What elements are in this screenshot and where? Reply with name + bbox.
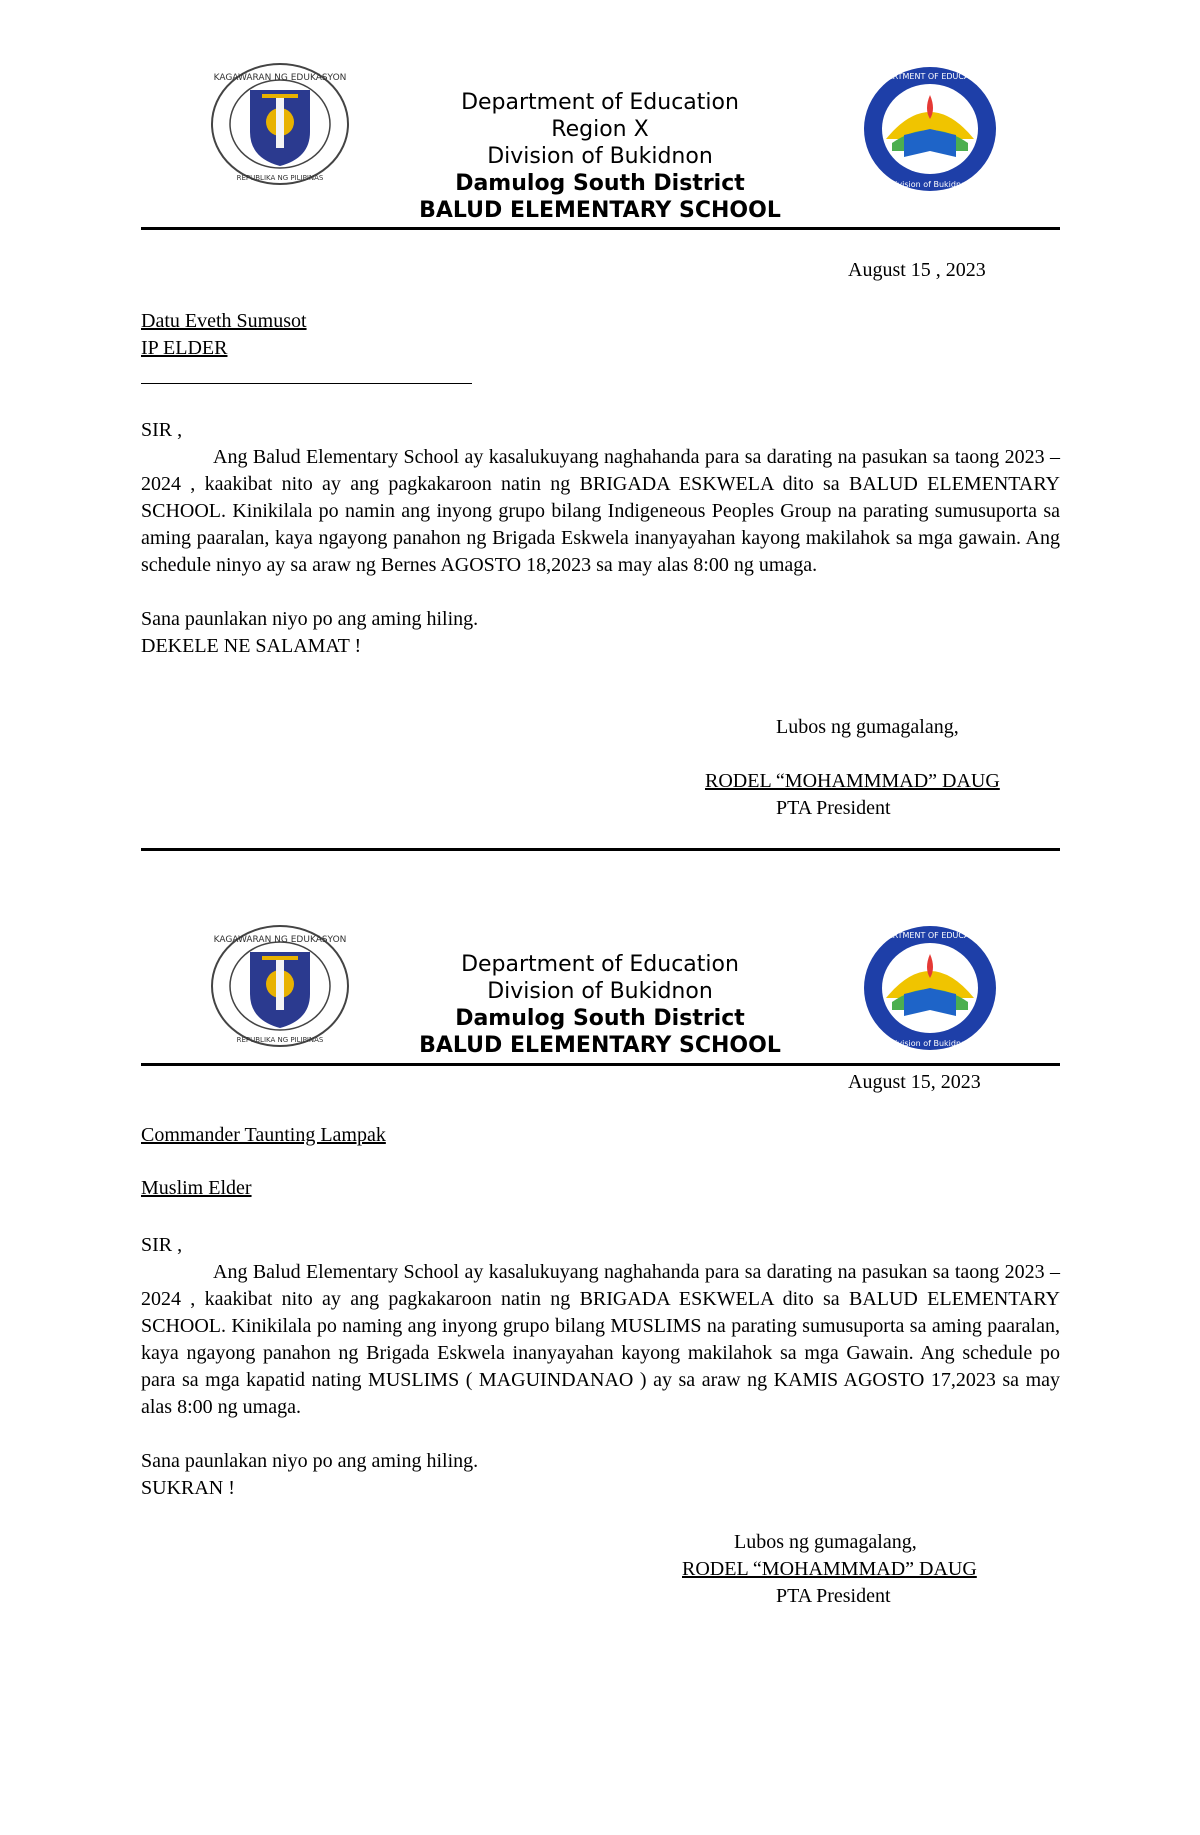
seal-bottom-text: Division of Bukidnon [888, 180, 972, 189]
header-division: Division of Bukidnon [487, 144, 713, 169]
closing: Lubos ng gumagalang, [734, 1531, 917, 1553]
header-division: Division of Bukidnon [487, 979, 713, 1004]
header-department: Department of Education [461, 952, 739, 977]
header-school: BALUD ELEMENTARY SCHOOL [419, 1033, 781, 1058]
request-line: Sana paunlakan niyo po ang aming hiling. [141, 1450, 479, 1472]
signatory-title: PTA President [776, 1585, 891, 1607]
letterhead [350, 951, 850, 1059]
signatory-title: PTA President [776, 797, 891, 819]
division-seal-logo [862, 65, 998, 193]
letter-date: August 15 , 2023 [848, 259, 986, 281]
closing: Lubos ng gumagalang, [776, 716, 959, 738]
recipient-name: Datu Eveth Sumusot [141, 310, 307, 332]
recipient-name: Commander Taunting Lampak [141, 1124, 386, 1146]
header-rule [141, 227, 1060, 230]
salutation: SIR , [141, 1234, 183, 1256]
header-district: Damulog South District [455, 171, 745, 196]
letter-body: Ang Balud Elementary School ay kasalukuyang naghahanda para sa darating na pasukan sa taong 2023 – 2024 , kaakibat nito ay ang pagkakaroon natin ng BRIGADA ESKWELA dito sa BALUD ELEMENTARY SCHOOL. Kinikilala po naming ang inyong grupo bilang MUSLIMS na parating sumusuporta sa aming paaralan, kaya ngayong panahon ng Brigada Eskwela inanyayahan kayong makilahok sa mga Gawain. Ang schedule po para sa mga kapatid nating MUSLIMS ( MAGUINDANAO ) ay sa araw ng KAMIS AGOSTO 17,2023 sa may alas 8:00 ng umaga. [141, 1261, 1060, 1418]
division-seal-logo [862, 924, 998, 1052]
deped-seal-logo [210, 924, 350, 1048]
seal-top-text: DEPARTMENT OF EDUCATION [871, 72, 989, 81]
seal-top-text: KAGAWARAN NG EDUKASYON [213, 935, 347, 945]
salutation: SIR , [141, 419, 183, 441]
thanks-line: DEKELE NE SALAMAT ! [141, 635, 362, 657]
request-line: Sana paunlakan niyo po ang aming hiling. [141, 608, 479, 630]
header-region: Region X [551, 117, 649, 142]
letter-divider [141, 848, 1060, 851]
recipient-underline [141, 383, 472, 384]
letterhead [350, 89, 850, 224]
signatory-name: RODEL “MOHAMMMAD” DAUG [705, 770, 1000, 792]
recipient-title: Muslim Elder [141, 1177, 252, 1199]
seal-bottom-text: Division of Bukidnon [888, 1039, 972, 1048]
letter-date: August 15, 2023 [848, 1071, 981, 1093]
seal-bottom-text: REPUBLIKA NG PILIPINAS [236, 174, 324, 182]
seal-bottom-text: REPUBLIKA NG PILIPINAS [236, 1036, 324, 1044]
header-school: BALUD ELEMENTARY SCHOOL [419, 198, 781, 223]
header-rule [141, 1063, 1060, 1066]
seal-top-text: KAGAWARAN NG EDUKASYON [213, 73, 347, 83]
letter-body: Ang Balud Elementary School ay kasalukuyang naghahanda para sa darating na pasukan sa taong 2023 – 2024 , kaakibat nito ay ang pagkakaroon natin ng BRIGADA ESKWELA dito sa BALUD ELEMENTARY SCHOOL. Kinikilala po namin ang inyong grupo bilang Indigeneous Peoples Group na parating sumusuporta sa aming paaralan, kaya ngayong panahon ng Brigada Eskwela inanyayahan kayong makilahok sa mga gawain. Ang schedule ninyo ay sa araw ng Bernes AGOSTO 18,2023 sa may alas 8:00 ng umaga. [141, 446, 1060, 576]
signatory-name: RODEL “MOHAMMMAD” DAUG [682, 1558, 977, 1580]
deped-seal-logo [210, 62, 350, 186]
header-district: Damulog South District [455, 1006, 745, 1031]
thanks-line: SUKRAN ! [141, 1477, 235, 1499]
recipient-title: IP ELDER [141, 337, 228, 359]
header-department: Department of Education [461, 90, 739, 115]
seal-top-text: DEPARTMENT OF EDUCATION [871, 931, 989, 940]
